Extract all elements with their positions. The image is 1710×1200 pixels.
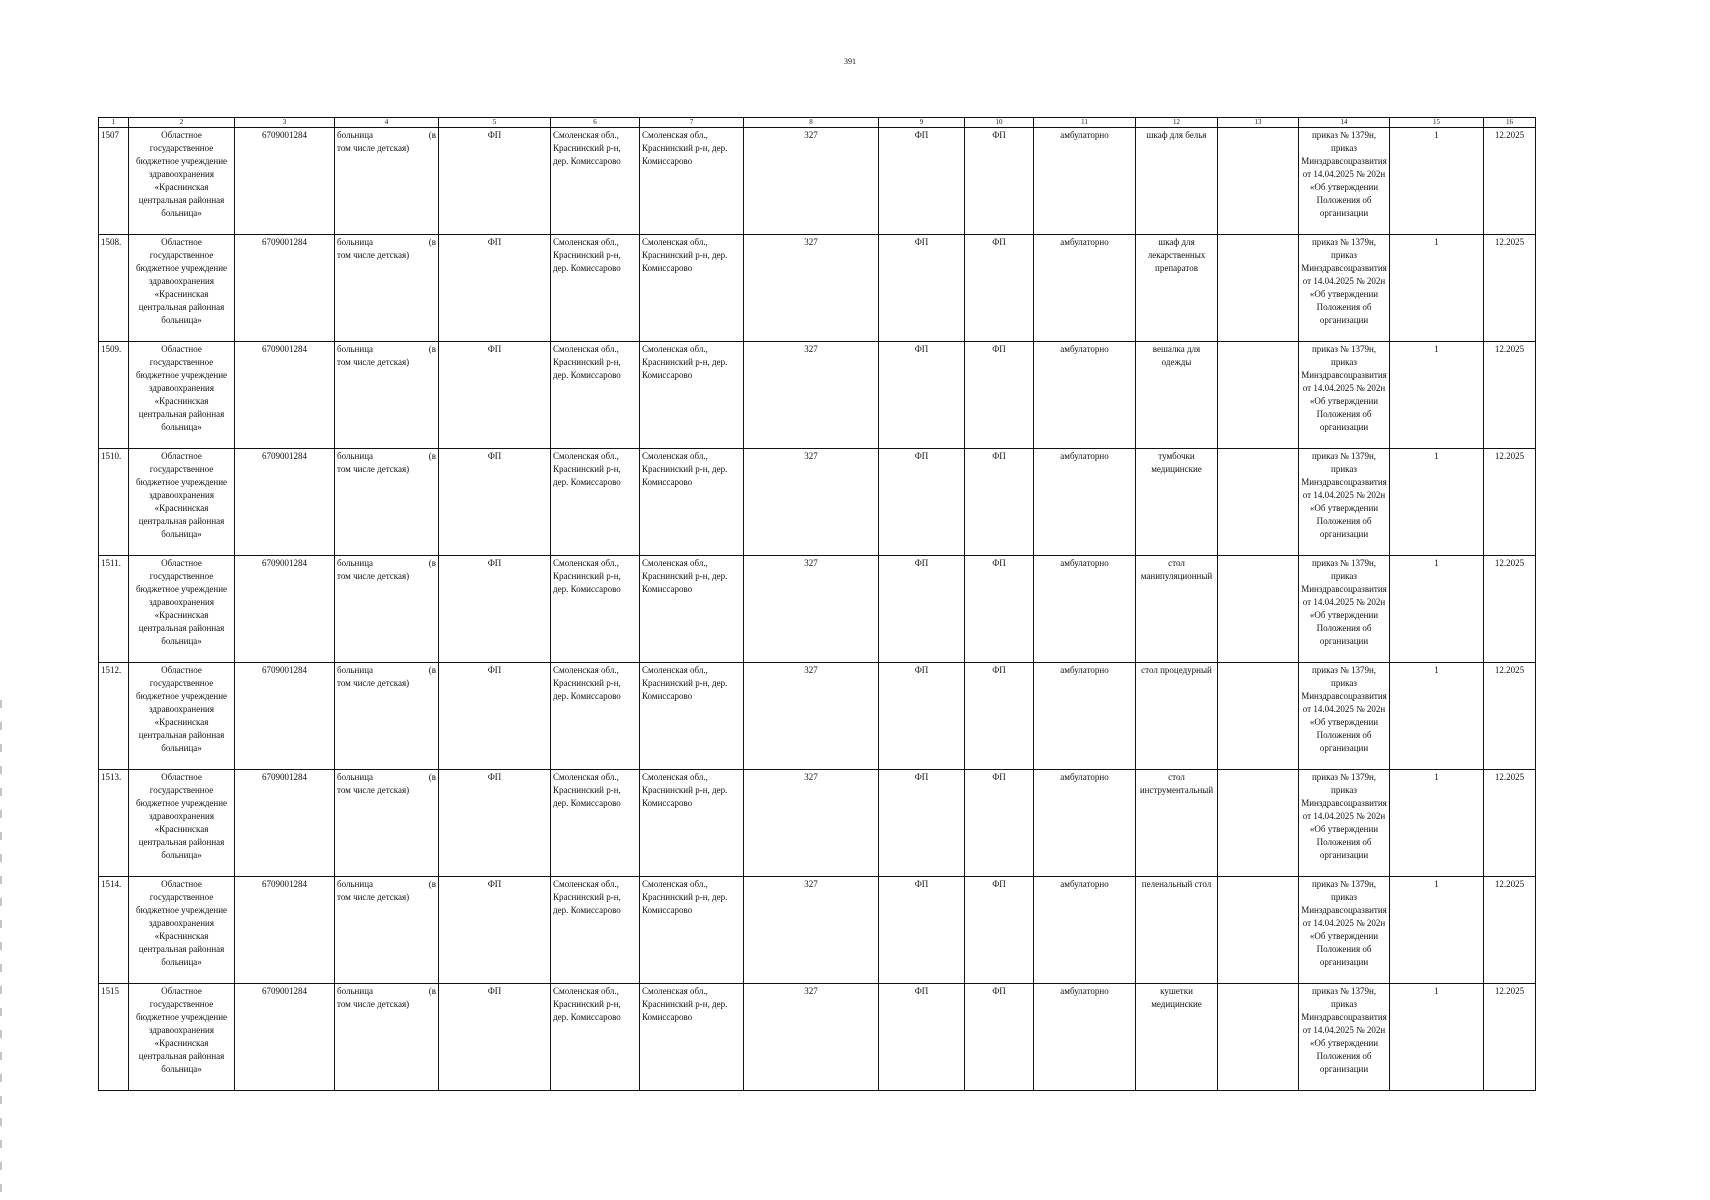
facility-type-line1 bbox=[337, 129, 436, 142]
col10-cell: ФП bbox=[965, 984, 1034, 1091]
address-actual: Смоленская обл., Краснинский р-н, дер. Комиссарово bbox=[640, 556, 744, 663]
order-reference: приказ № 1379н, приказ Минздравсоцразвития от 14.04.2025 № 202н «Об утверждении Положения об организации bbox=[1299, 984, 1390, 1091]
organization-name: Областное государственное бюджетное учреждение здравоохранения «Краснинская центральная районная больница» bbox=[129, 770, 235, 877]
unit-type: ФП bbox=[439, 984, 551, 1091]
care-mode: амбулаторно bbox=[1034, 235, 1136, 342]
order-reference: приказ № 1379н, приказ Минздравсоцразвития от 14.04.2025 № 202н «Об утверждении Положения об организации bbox=[1299, 235, 1390, 342]
quantity-cell: 1 bbox=[1390, 449, 1484, 556]
unit-type: ФП bbox=[439, 128, 551, 235]
inn-cell: 6709001284 bbox=[235, 128, 335, 235]
equipment-table bbox=[98, 117, 1536, 1091]
address-actual: Смоленская обл., Краснинский р-н, дер. Комиссарово bbox=[640, 770, 744, 877]
address-actual: Смоленская обл., Краснинский р-н, дер. Комиссарово bbox=[640, 877, 744, 984]
col-number-13: 13 bbox=[1218, 118, 1299, 128]
quantity-cell: 1 bbox=[1390, 235, 1484, 342]
facility-type-line1 bbox=[337, 343, 436, 356]
col10-cell: ФП bbox=[965, 128, 1034, 235]
address-legal: Смоленская обл., Краснинский р-н, дер. Комиссарово bbox=[551, 556, 640, 663]
facility-type bbox=[335, 449, 439, 556]
facility-type-line2: том числе детская) bbox=[337, 785, 410, 795]
equipment-item: стол инструментальный bbox=[1136, 770, 1218, 877]
equipment-item: пеленальный стол bbox=[1136, 877, 1218, 984]
facility-type-line1 bbox=[337, 664, 436, 677]
facility-type-word: больница bbox=[337, 451, 373, 461]
row-number: 1507 bbox=[99, 128, 129, 235]
col13-cell bbox=[1218, 770, 1299, 877]
facility-type bbox=[335, 128, 439, 235]
col10-cell: ФП bbox=[965, 770, 1034, 877]
order-reference: приказ № 1379н, приказ Минздравсоцразвития от 14.04.2025 № 202н «Об утверждении Положения об организации bbox=[1299, 770, 1390, 877]
col-number-1: 1 bbox=[99, 118, 129, 128]
scan-edge-marks bbox=[0, 700, 2, 1200]
table-container bbox=[98, 117, 1536, 1091]
col-number-2: 2 bbox=[129, 118, 235, 128]
table-body bbox=[99, 128, 1536, 1091]
col9-cell: ФП bbox=[879, 770, 965, 877]
facility-type-word: больница bbox=[337, 130, 373, 140]
col13-cell bbox=[1218, 342, 1299, 449]
care-mode: амбулаторно bbox=[1034, 877, 1136, 984]
order-reference: приказ № 1379н, приказ Минздравсоцразвития от 14.04.2025 № 202н «Об утверждении Положения об организации bbox=[1299, 128, 1390, 235]
unit-type: ФП bbox=[439, 877, 551, 984]
date-cell: 12.2025 bbox=[1484, 877, 1536, 984]
table-row bbox=[99, 984, 1536, 1091]
col-number-3: 3 bbox=[235, 118, 335, 128]
row-number: 1513. bbox=[99, 770, 129, 877]
col-number-15: 15 bbox=[1390, 118, 1484, 128]
facility-type-word: больница bbox=[337, 344, 373, 354]
quantity-cell: 1 bbox=[1390, 128, 1484, 235]
date-cell: 12.2025 bbox=[1484, 663, 1536, 770]
code-cell: 327 bbox=[744, 663, 879, 770]
equipment-item: вешалка для одежды bbox=[1136, 342, 1218, 449]
facility-type-line2: том числе детская) bbox=[337, 143, 410, 153]
organization-name: Областное государственное бюджетное учреждение здравоохранения «Краснинская центральная районная больница» bbox=[129, 342, 235, 449]
col9-cell: ФП bbox=[879, 235, 965, 342]
unit-type: ФП bbox=[439, 663, 551, 770]
facility-type-line1 bbox=[337, 771, 436, 784]
inn-cell: 6709001284 bbox=[235, 984, 335, 1091]
facility-type-paren: (в bbox=[428, 986, 436, 996]
table-row bbox=[99, 342, 1536, 449]
address-legal: Смоленская обл., Краснинский р-н, дер. Комиссарово bbox=[551, 984, 640, 1091]
facility-type-line2: том числе детская) bbox=[337, 678, 410, 688]
table-header bbox=[99, 118, 1536, 128]
address-legal: Смоленская обл., Краснинский р-н, дер. Комиссарово bbox=[551, 877, 640, 984]
inn-cell: 6709001284 bbox=[235, 663, 335, 770]
date-cell: 12.2025 bbox=[1484, 128, 1536, 235]
col-number-7: 7 bbox=[640, 118, 744, 128]
facility-type-word: больница bbox=[337, 772, 373, 782]
facility-type-line1 bbox=[337, 557, 436, 570]
order-reference: приказ № 1379н, приказ Минздравсоцразвития от 14.04.2025 № 202н «Об утверждении Положения об организации bbox=[1299, 449, 1390, 556]
row-number: 1508. bbox=[99, 235, 129, 342]
table-row bbox=[99, 128, 1536, 235]
code-cell: 327 bbox=[744, 235, 879, 342]
unit-type: ФП bbox=[439, 235, 551, 342]
row-number: 1510. bbox=[99, 449, 129, 556]
facility-type bbox=[335, 342, 439, 449]
address-legal: Смоленская обл., Краснинский р-н, дер. Комиссарово bbox=[551, 770, 640, 877]
address-actual: Смоленская обл., Краснинский р-н, дер. Комиссарово bbox=[640, 342, 744, 449]
facility-type-line1 bbox=[337, 985, 436, 998]
date-cell: 12.2025 bbox=[1484, 342, 1536, 449]
column-number-row bbox=[99, 118, 1536, 128]
row-number: 1512. bbox=[99, 663, 129, 770]
address-legal: Смоленская обл., Краснинский р-н, дер. Комиссарово bbox=[551, 235, 640, 342]
care-mode: амбулаторно bbox=[1034, 663, 1136, 770]
col9-cell: ФП bbox=[879, 984, 965, 1091]
facility-type-paren: (в bbox=[428, 879, 436, 889]
facility-type-word: больница bbox=[337, 558, 373, 568]
facility-type-paren: (в bbox=[428, 665, 436, 675]
col-number-14: 14 bbox=[1299, 118, 1390, 128]
col-number-12: 12 bbox=[1136, 118, 1218, 128]
quantity-cell: 1 bbox=[1390, 663, 1484, 770]
col9-cell: ФП bbox=[879, 556, 965, 663]
equipment-item: шкаф для белья bbox=[1136, 128, 1218, 235]
col10-cell: ФП bbox=[965, 342, 1034, 449]
col-number-4: 4 bbox=[335, 118, 439, 128]
facility-type-line2: том числе детская) bbox=[337, 357, 410, 367]
col10-cell: ФП bbox=[965, 556, 1034, 663]
organization-name: Областное государственное бюджетное учреждение здравоохранения «Краснинская центральная районная больница» bbox=[129, 984, 235, 1091]
quantity-cell: 1 bbox=[1390, 342, 1484, 449]
address-actual: Смоленская обл., Краснинский р-н, дер. Комиссарово bbox=[640, 449, 744, 556]
care-mode: амбулаторно bbox=[1034, 556, 1136, 663]
col-number-10: 10 bbox=[965, 118, 1034, 128]
col9-cell: ФП bbox=[879, 663, 965, 770]
table-row bbox=[99, 556, 1536, 663]
col13-cell bbox=[1218, 235, 1299, 342]
facility-type bbox=[335, 877, 439, 984]
organization-name: Областное государственное бюджетное учреждение здравоохранения «Краснинская центральная районная больница» bbox=[129, 663, 235, 770]
order-reference: приказ № 1379н, приказ Минздравсоцразвития от 14.04.2025 № 202н «Об утверждении Положения об организации bbox=[1299, 663, 1390, 770]
care-mode: амбулаторно bbox=[1034, 984, 1136, 1091]
facility-type-paren: (в bbox=[428, 237, 436, 247]
row-number: 1515 bbox=[99, 984, 129, 1091]
quantity-cell: 1 bbox=[1390, 984, 1484, 1091]
address-legal: Смоленская обл., Краснинский р-н, дер. Комиссарово bbox=[551, 342, 640, 449]
col-number-5: 5 bbox=[439, 118, 551, 128]
address-legal: Смоленская обл., Краснинский р-н, дер. Комиссарово bbox=[551, 663, 640, 770]
facility-type bbox=[335, 770, 439, 877]
inn-cell: 6709001284 bbox=[235, 342, 335, 449]
facility-type-line2: том числе детская) bbox=[337, 464, 410, 474]
date-cell: 12.2025 bbox=[1484, 984, 1536, 1091]
facility-type-line1 bbox=[337, 878, 436, 891]
inn-cell: 6709001284 bbox=[235, 556, 335, 663]
col-number-16: 16 bbox=[1484, 118, 1536, 128]
col-number-11: 11 bbox=[1034, 118, 1136, 128]
quantity-cell: 1 bbox=[1390, 877, 1484, 984]
quantity-cell: 1 bbox=[1390, 770, 1484, 877]
col13-cell bbox=[1218, 984, 1299, 1091]
inn-cell: 6709001284 bbox=[235, 770, 335, 877]
care-mode: амбулаторно bbox=[1034, 128, 1136, 235]
date-cell: 12.2025 bbox=[1484, 770, 1536, 877]
code-cell: 327 bbox=[744, 770, 879, 877]
order-reference: приказ № 1379н, приказ Минздравсоцразвития от 14.04.2025 № 202н «Об утверждении Положения об организации bbox=[1299, 877, 1390, 984]
col9-cell: ФП bbox=[879, 449, 965, 556]
col9-cell: ФП bbox=[879, 877, 965, 984]
col13-cell bbox=[1218, 663, 1299, 770]
address-legal: Смоленская обл., Краснинский р-н, дер. Комиссарово bbox=[551, 449, 640, 556]
table-row bbox=[99, 663, 1536, 770]
equipment-item: кушетки медицинские bbox=[1136, 984, 1218, 1091]
equipment-item: тумбочки медицинские bbox=[1136, 449, 1218, 556]
order-reference: приказ № 1379н, приказ Минздравсоцразвития от 14.04.2025 № 202н «Об утверждении Положения об организации bbox=[1299, 342, 1390, 449]
facility-type-line2: том числе детская) bbox=[337, 999, 410, 1009]
facility-type-paren: (в bbox=[428, 772, 436, 782]
order-reference: приказ № 1379н, приказ Минздравсоцразвития от 14.04.2025 № 202н «Об утверждении Положения об организации bbox=[1299, 556, 1390, 663]
row-number: 1509. bbox=[99, 342, 129, 449]
facility-type bbox=[335, 663, 439, 770]
facility-type-line2: том числе детская) bbox=[337, 571, 410, 581]
code-cell: 327 bbox=[744, 984, 879, 1091]
unit-type: ФП bbox=[439, 342, 551, 449]
col10-cell: ФП bbox=[965, 449, 1034, 556]
facility-type-paren: (в bbox=[428, 344, 436, 354]
address-actual: Смоленская обл., Краснинский р-н, дер. Комиссарово bbox=[640, 984, 744, 1091]
date-cell: 12.2025 bbox=[1484, 235, 1536, 342]
code-cell: 327 bbox=[744, 877, 879, 984]
table-row bbox=[99, 449, 1536, 556]
code-cell: 327 bbox=[744, 128, 879, 235]
facility-type bbox=[335, 984, 439, 1091]
facility-type-word: больница bbox=[337, 665, 373, 675]
page-number: 391 bbox=[844, 57, 856, 66]
col10-cell: ФП bbox=[965, 877, 1034, 984]
col10-cell: ФП bbox=[965, 663, 1034, 770]
address-actual: Смоленская обл., Краснинский р-н, дер. Комиссарово bbox=[640, 235, 744, 342]
col13-cell bbox=[1218, 556, 1299, 663]
row-number: 1511. bbox=[99, 556, 129, 663]
unit-type: ФП bbox=[439, 770, 551, 877]
facility-type-word: больница bbox=[337, 879, 373, 889]
facility-type bbox=[335, 235, 439, 342]
equipment-item: стол процедурный bbox=[1136, 663, 1218, 770]
address-actual: Смоленская обл., Краснинский р-н, дер. Комиссарово bbox=[640, 128, 744, 235]
facility-type-word: больница bbox=[337, 237, 373, 247]
col-number-9: 9 bbox=[879, 118, 965, 128]
organization-name: Областное государственное бюджетное учреждение здравоохранения «Краснинская центральная районная больница» bbox=[129, 235, 235, 342]
row-number: 1514. bbox=[99, 877, 129, 984]
unit-type: ФП bbox=[439, 556, 551, 663]
col13-cell bbox=[1218, 449, 1299, 556]
date-cell: 12.2025 bbox=[1484, 556, 1536, 663]
date-cell: 12.2025 bbox=[1484, 449, 1536, 556]
organization-name: Областное государственное бюджетное учреждение здравоохранения «Краснинская центральная районная больница» bbox=[129, 877, 235, 984]
col-number-8: 8 bbox=[744, 118, 879, 128]
facility-type-paren: (в bbox=[428, 130, 436, 140]
inn-cell: 6709001284 bbox=[235, 235, 335, 342]
address-legal: Смоленская обл., Краснинский р-н, дер. Комиссарово bbox=[551, 128, 640, 235]
inn-cell: 6709001284 bbox=[235, 449, 335, 556]
facility-type-line1 bbox=[337, 236, 436, 249]
code-cell: 327 bbox=[744, 342, 879, 449]
organization-name: Областное государственное бюджетное учреждение здравоохранения «Краснинская центральная районная больница» bbox=[129, 556, 235, 663]
facility-type-paren: (в bbox=[428, 451, 436, 461]
col9-cell: ФП bbox=[879, 342, 965, 449]
quantity-cell: 1 bbox=[1390, 556, 1484, 663]
table-row bbox=[99, 877, 1536, 984]
facility-type-word: больница bbox=[337, 986, 373, 996]
facility-type-paren: (в bbox=[428, 558, 436, 568]
code-cell: 327 bbox=[744, 556, 879, 663]
facility-type bbox=[335, 556, 439, 663]
table-row bbox=[99, 235, 1536, 342]
unit-type: ФП bbox=[439, 449, 551, 556]
care-mode: амбулаторно bbox=[1034, 770, 1136, 877]
table-row bbox=[99, 770, 1536, 877]
equipment-item: стол манипуляционный bbox=[1136, 556, 1218, 663]
facility-type-line1 bbox=[337, 450, 436, 463]
care-mode: амбулаторно bbox=[1034, 342, 1136, 449]
address-actual: Смоленская обл., Краснинский р-н, дер. Комиссарово bbox=[640, 663, 744, 770]
care-mode: амбулаторно bbox=[1034, 449, 1136, 556]
col13-cell bbox=[1218, 128, 1299, 235]
organization-name: Областное государственное бюджетное учреждение здравоохранения «Краснинская центральная районная больница» bbox=[129, 128, 235, 235]
organization-name: Областное государственное бюджетное учреждение здравоохранения «Краснинская центральная районная больница» bbox=[129, 449, 235, 556]
equipment-item: шкаф для лекарственных препаратов bbox=[1136, 235, 1218, 342]
code-cell: 327 bbox=[744, 449, 879, 556]
col10-cell: ФП bbox=[965, 235, 1034, 342]
col-number-6: 6 bbox=[551, 118, 640, 128]
col9-cell: ФП bbox=[879, 128, 965, 235]
facility-type-line2: том числе детская) bbox=[337, 250, 410, 260]
inn-cell: 6709001284 bbox=[235, 877, 335, 984]
facility-type-line2: том числе детская) bbox=[337, 892, 410, 902]
col13-cell bbox=[1218, 877, 1299, 984]
